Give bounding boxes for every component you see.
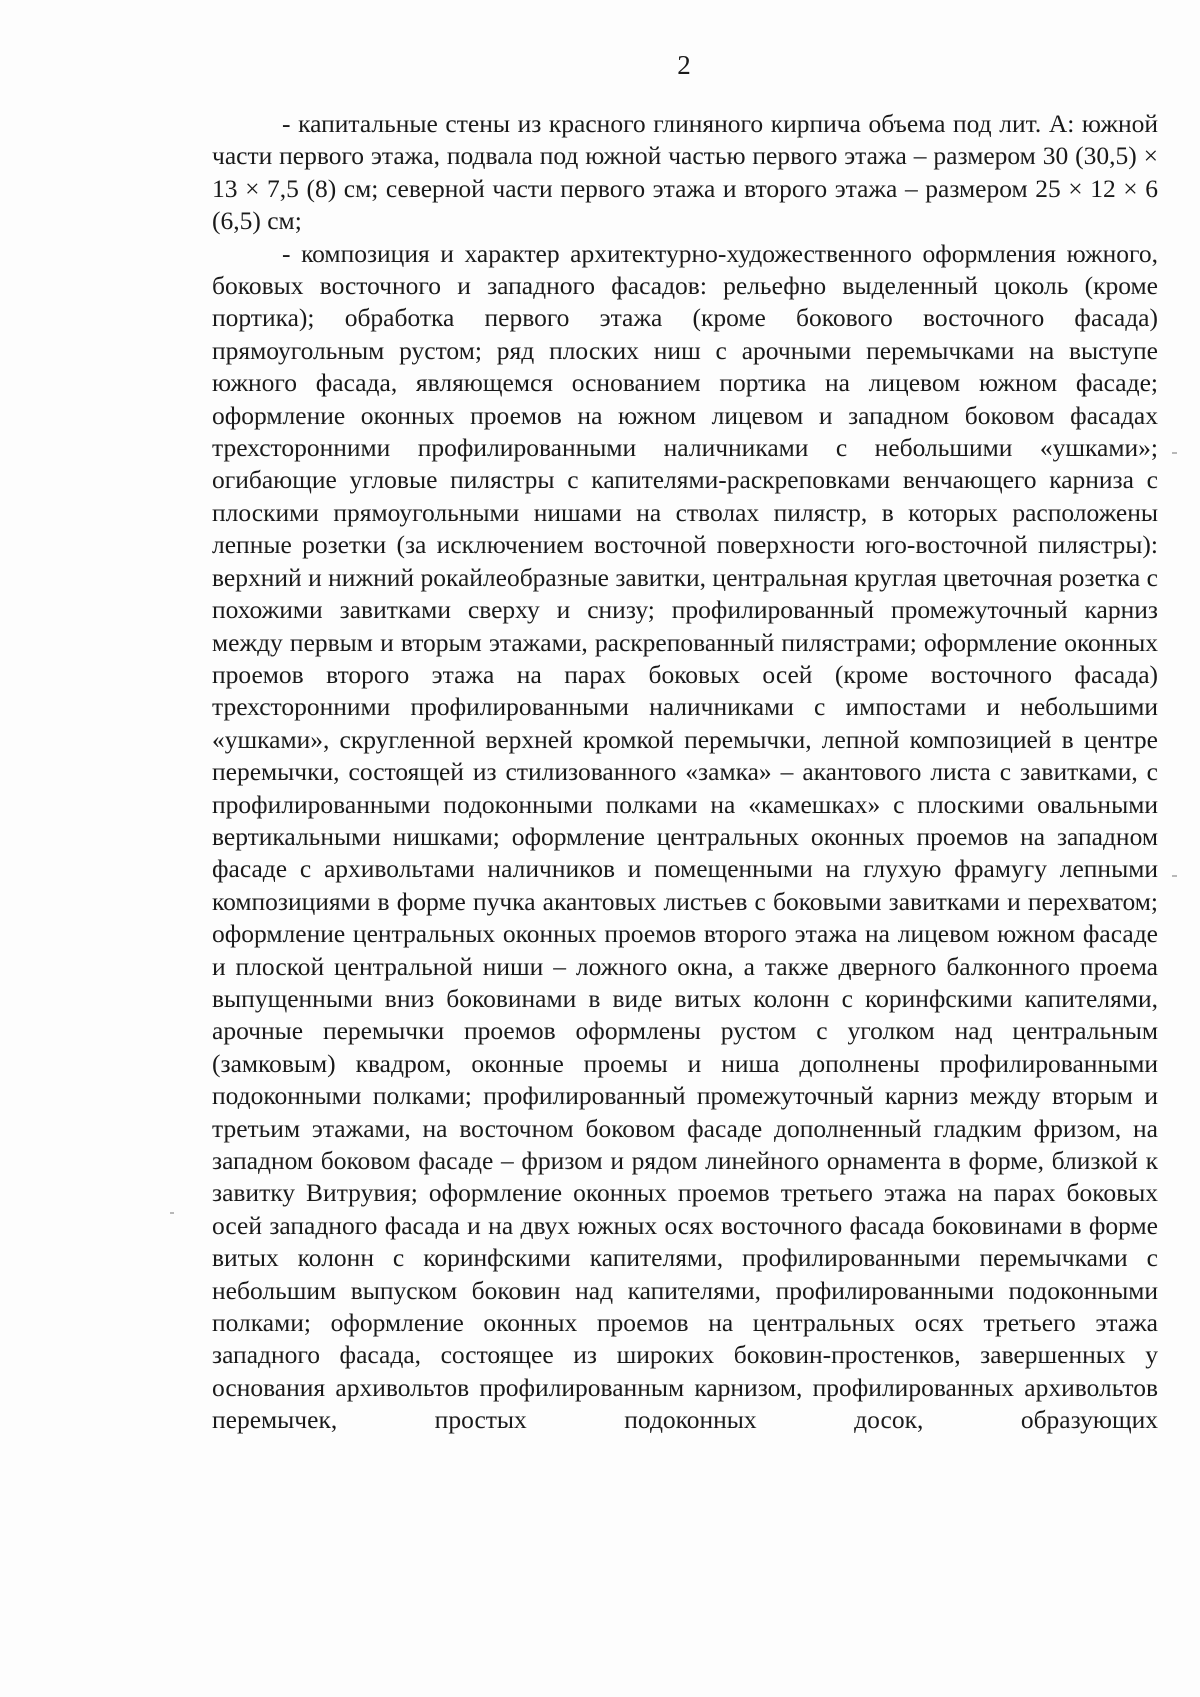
scan-mark — [1172, 875, 1177, 877]
scan-mark — [1172, 452, 1177, 454]
page-number: 2 — [677, 50, 691, 80]
paragraph-facades: - композиция и характер архитектурно-художественного оформления южного, боковых восточного и западного фасадов: рельефно выделенный цоколь (кроме портика); обработка первого этажа (кроме бокового восточного фасада) прямоугольным рустом; ряд плоских ниш с арочными перемычками на выступе южного фасада, являющемся основанием портика на лицевом южном фасаде; оформление оконных проемов на южном лицевом и западном боковом фасадах трехсторонними профилированными наличниками с небольшими «ушками»; огибающие угловые пилястры с капителями-раскреповками венчающего карниза с плоскими прямоугольными нишами на стволах пилястр, в которых расположены лепные розетки (за исключением восточной поверхности юго-восточной пилястры): верхний и нижний рокайлеобразные завитки, центральная круглая цветочная розетка с похожими завитками сверху и снизу; профилированный промежуточный карниз между первым и вторым этажами, раскрепованный пилястрами; оформление оконных проемов второго этажа на парах боковых осей (кроме восточного фасада) трехсторонними профилированными наличниками с импостами и небольшими «ушками», скругленной верхней кромкой перемычки, лепной композицией в центре перемычки, состоящей из стилизованного «замка» – акантового листа с завитками, с профилированными подоконными полками на «камешках» с плоскими овальными вертикальными нишками; оформление центральных оконных проемов на западном фасаде с архивольтами наличников и помещенными на глухую фрамугу лепными композициями в форме пучка акантовых листьев с боковыми завитками и перехватом; оформление центральных оконных проемов второго этажа на лицевом южном фасаде и плоской центральной ниши – ложного окна, а также дверного балконного проема выпущенными вниз боковинами в виде витых колонн с коринфскими капителями, арочные перемычки проемов оформлены рустом с уголком над центральным (замковым) квадром, оконные проемы и ниша дополнены профилированными подоконными полками; профилированный промежуточный карниз между вторым и третьим этажами, на восточном боковом фасаде дополненный гладким фризом, на западном боковом фасаде – фризом и рядом линейного орнамента в форме, близкой к завитку Витрувия; оформление оконных проемов третьего этажа на парах боковых осей западного фасада и на двух южных осях восточного фасада боковинами в форме витых колонн с коринфскими капителями, профилированными перемычками с небольшим выпуском боковин над капителями, профилированными подоконными полками; оформление оконных проемов на центральных осях третьего этажа западного фасада, состоящее из широких боковин-простенков, завершенных у основания архивольтов профилированным карнизом, профилированных архивольтов перемычек, простых подоконных досок, образующих — [212, 238, 1158, 1435]
paragraph-walls: - капитальные стены из красного глиняного кирпича объема под лит. А: южной части первого этажа, подвала под южной частью первого этажа – размером 30 (30,5) × 13 × 7,5 (8) см; северной части первого этажа и второго этажа – размером 25 × 12 × 6 (6,5) см; — [212, 109, 1158, 236]
scan-mark — [170, 1212, 174, 1214]
body-text — [212, 108, 1158, 1437]
